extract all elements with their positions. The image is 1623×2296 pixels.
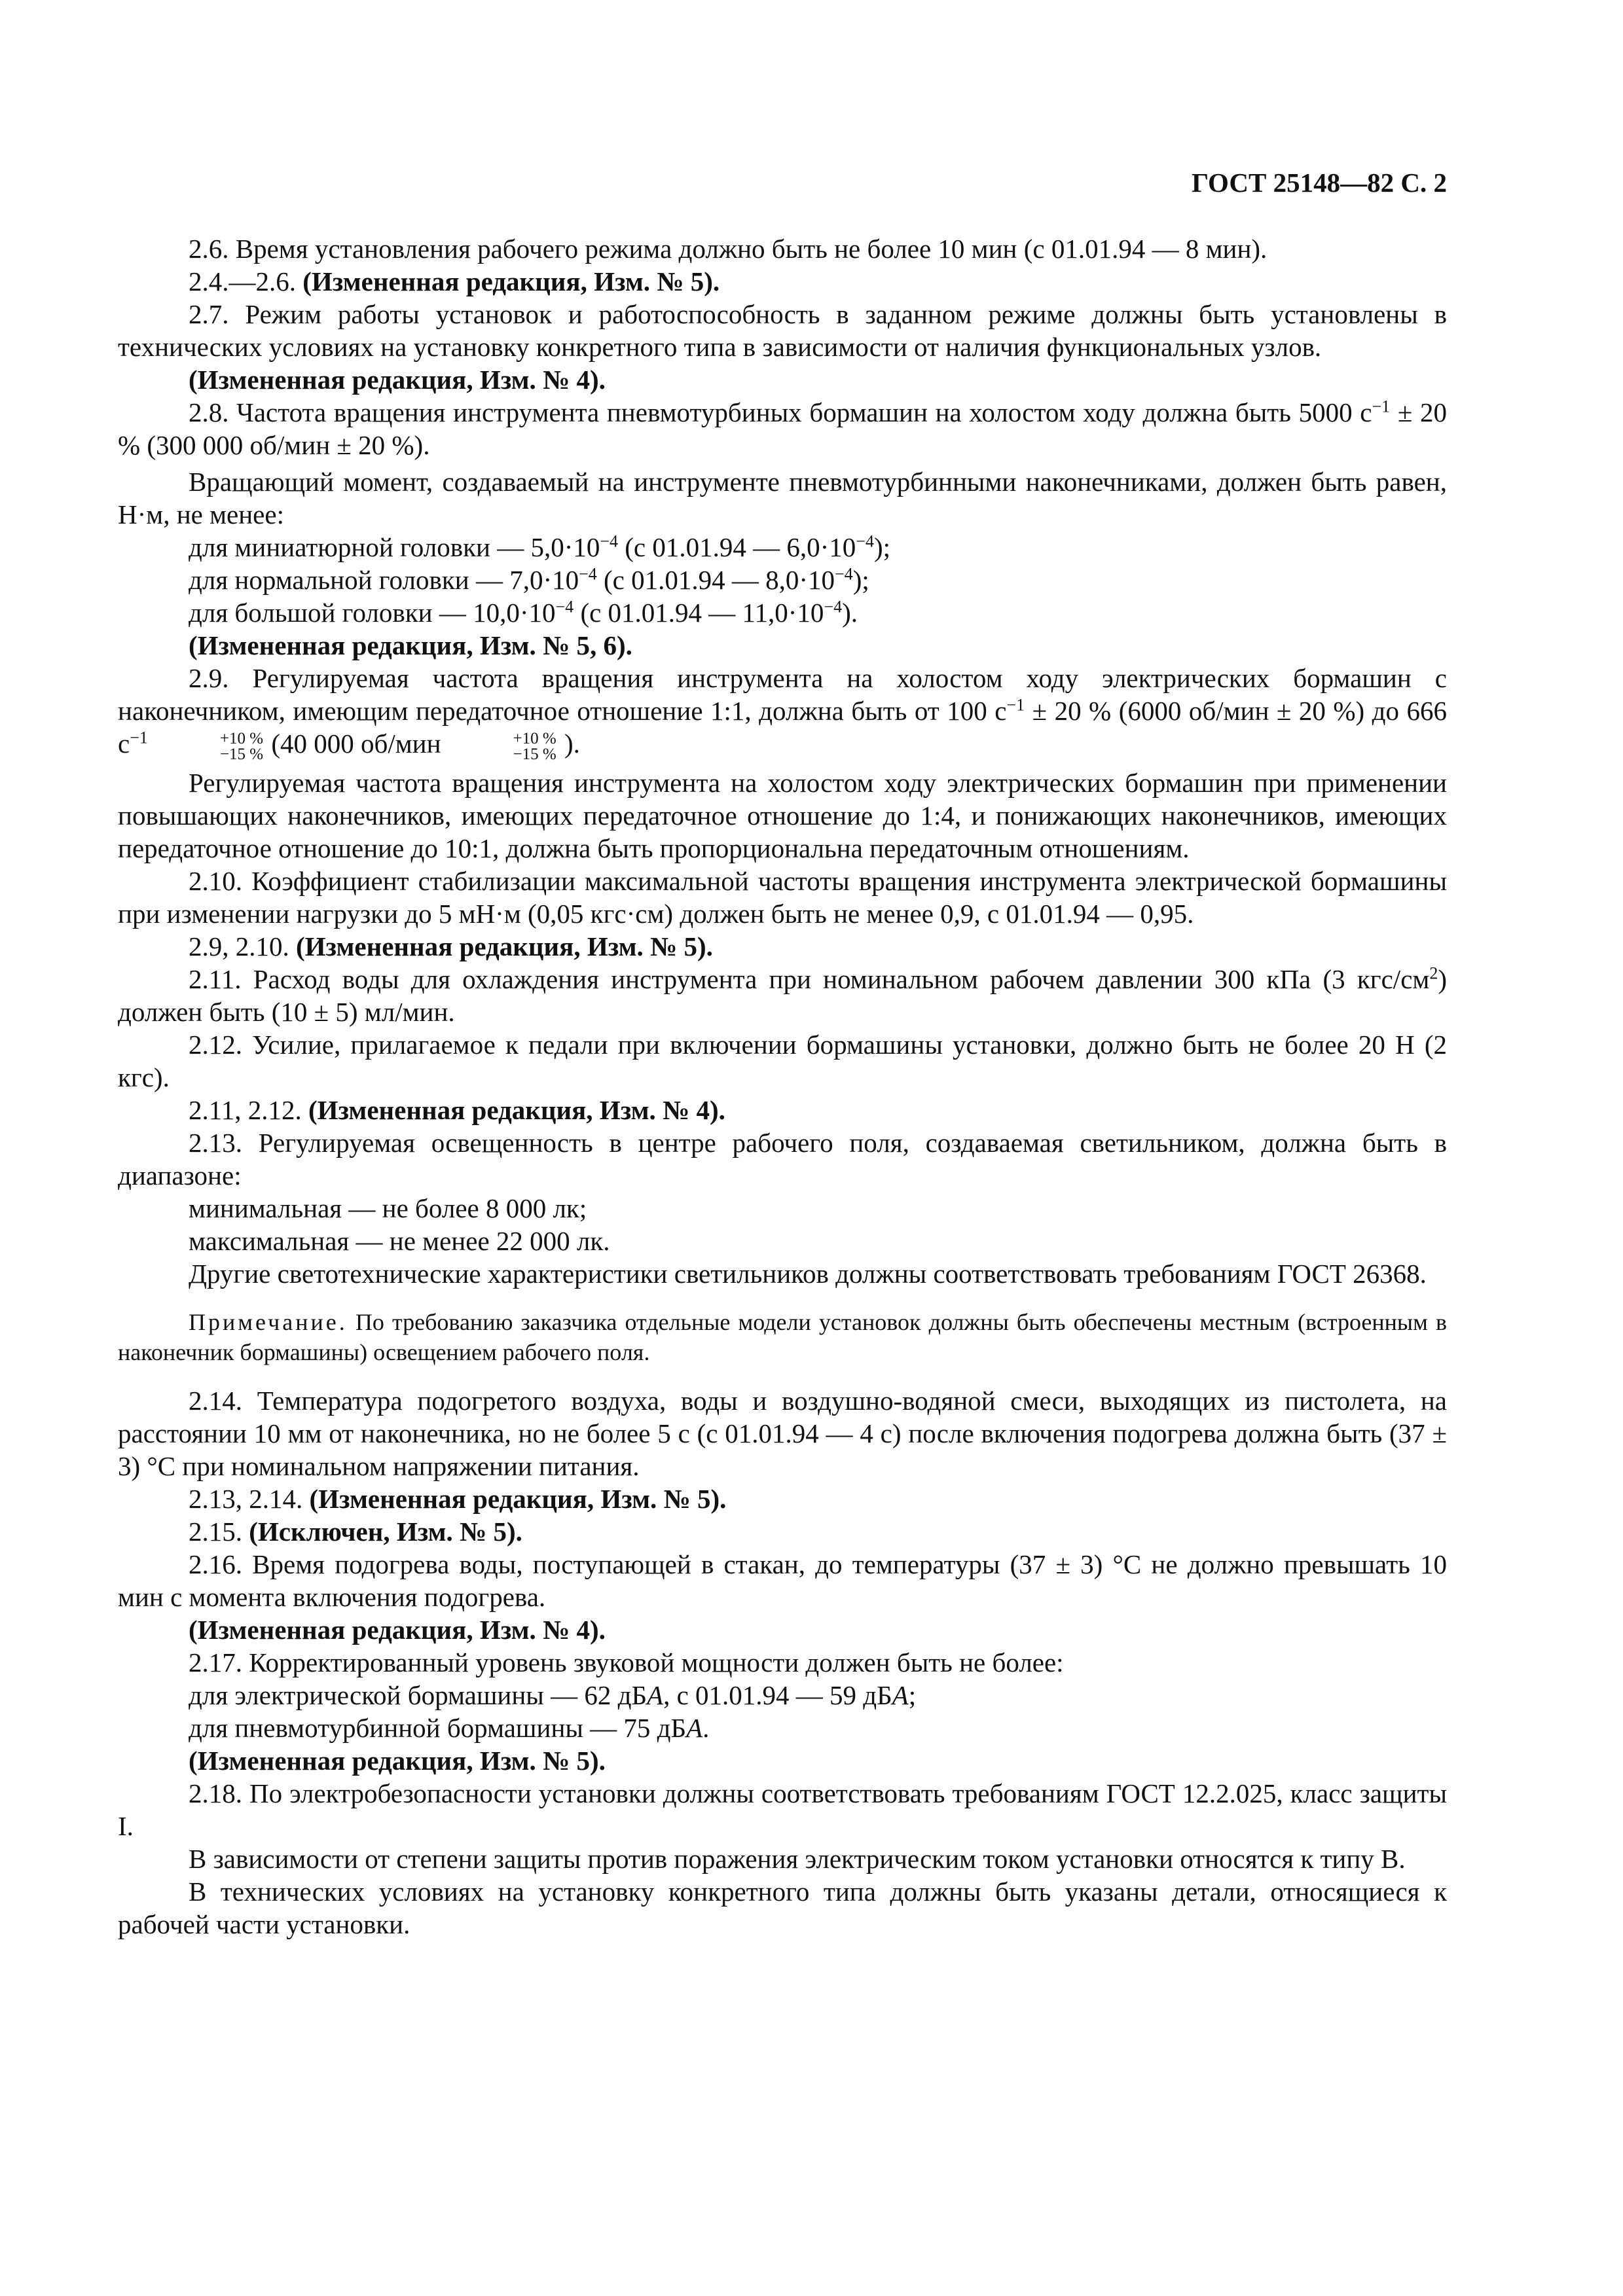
- clause-2-14: 2.14. Температура подогретого воздуха, воды и воздушно-водяной смеси, выходящих из пистолета, на расстоянии 10 мм от наконечника, но не более 5 с (с 01.01.94 — 4 с) после включения подогрева должна быть (37 ± 3) °С при номинальном напряжении питания.: [118, 1385, 1447, 1481]
- list-item-mini-head: для миниатюрной головки — $5,0\cdot 10^{-4}$ (с 01.01.94 — $6,0\cdot 10^{-4}$);: [189, 531, 891, 562]
- clause-2-17: 2.17. Корректированный уровень звуковой мощности должен быть не более:: [189, 1647, 1064, 1677]
- list-item-normal-head: для нормальной головки — $7,0\cdot 10^{-4}$ (с 01.01.94 — $8,0\cdot 10^{-4}$);: [189, 564, 869, 595]
- clause-2-18: 2.18. По электробезопасности установки должны соответствовать требованиям ГОСТ 12.2.025, класс защиты I.: [118, 1778, 1447, 1841]
- clause-2-18-details: В технических условиях на установку конкретного типа должны быть указаны детали, относящиеся к рабочей части установки.: [118, 1876, 1447, 1939]
- clause-2-7: 2.7. Режим работы установок и работоспособность в заданном режиме должны быть установлены в технических условиях на установку конкретного типа в зависимости от наличия функциональных узлов.: [118, 299, 1447, 362]
- clause-2-12: 2.12. Усилие, прилагаемое к педали при включении бормашины установки, должно быть не более 20 Н (2 кгс).: [118, 1029, 1447, 1092]
- revision-note: 2.9, 2.10. (Измененная редакция, Изм. № 5).: [189, 931, 713, 961]
- revision-note: 2.11, 2.12. (Измененная редакция, Изм. № 4).: [189, 1094, 725, 1125]
- document-body: [118, 232, 1447, 1941]
- clause-2-15: 2.15. (Исключен, Изм. № 5).: [189, 1516, 522, 1547]
- revision-note: (Измененная редакция, Изм. № 5).: [189, 1745, 606, 1776]
- revision-note: (Измененная редакция, Изм. № 5, 6).: [189, 630, 632, 660]
- list-item-electric: для электрической бормашины — 62 дБA, с 01.01.94 — 59 дБA;: [189, 1679, 917, 1710]
- revision-note: (Измененная редакция, Изм. № 4).: [189, 1614, 606, 1645]
- clause-2-13-other: Другие светотехнические характеристики светильников должны соответствовать требованиям ГОСТ 26368.: [189, 1258, 1427, 1289]
- revision-note: (Измененная редакция, Изм. № 4).: [189, 365, 606, 395]
- clause-2-8: 2.8. Частота вращения инструмента пневмотурбиных бормашин на холостом ходу должна быть 5000 $с^{-1} \pm 20$ % (300 000 об/мин ± 20 %).: [118, 397, 1447, 460]
- clause-2-16: 2.16. Время подогрева воды, поступающей в стакан, до температуры (37 ± 3) °С не должно превышать 10 мин с момента включения подогрева.: [118, 1549, 1447, 1612]
- clause-2-13: 2.13. Регулируемая освещенность в центре рабочего поля, создаваемая светильником, должна быть в диапазоне:: [118, 1127, 1447, 1191]
- list-item-min: минимальная — не более 8 000 лк;: [189, 1193, 587, 1223]
- clause-2-9-regulation: Регулируемая частота вращения инструмента на холостом ходу электрических бормашин при применении повышающих наконечников, имеющих передаточное отношение до 1:4, и понижающих наконечников, имеющих передаточное отношение до 10:1, должна быть пропорциональна передаточным отношениям.: [118, 767, 1447, 863]
- list-item-pneumatic: для пневмотурбинной бормашины — 75 дБA.: [189, 1712, 710, 1743]
- note: Примечание. По требованию заказчика отдельные модели установок должны быть обеспечены местным (встроенным в наконечник бормашины) освещением рабочего поля.: [118, 1308, 1447, 1365]
- revision-note: 2.13, 2.14. (Измененная редакция, Изм. № 5).: [189, 1483, 727, 1514]
- clause-2-9: 2.9. Регулируемая частота вращения инструмента на холостом ходу электрических бормашин с наконечником, имеющим передаточное отношение 1:1, должна быть от 100 $с^{-1} \pm 20$ % (6000 об/мин ± 20 %) до 666 $с^{-1}$ +10 % −15 % (40 000 об/мин +10 % −15 % ).: [118, 663, 1448, 763]
- clause-2-18-protection: В зависимости от степени защиты против поражения электрическим током установки относятся к типу В.: [189, 1843, 1406, 1874]
- clause-2-6: 2.6. Время установления рабочего режима должно быть не более 10 мин (с 01.01.94 — 8 мин).: [189, 234, 1267, 264]
- clause-2-11: 2.11. Расход воды для охлаждения инструмента при номинальном рабочем давлении 300 кПа (3 кгс/$см^2$) должен быть (10 ± 5) мл/мин.: [118, 963, 1447, 1027]
- tolerance-fraction: +10 % −15 %: [513, 729, 556, 763]
- tolerance-fraction: +10 % −15 %: [219, 729, 264, 763]
- list-item-big-head: для большой головки — $10,0\cdot 10^{-4}$ (с 01.01.94 — $11,0\cdot 10^{-4}$).: [189, 597, 858, 628]
- list-item-max: максимальная — не менее 22 000 лк.: [189, 1225, 610, 1256]
- clause-2-10: 2.10. Коэффициент стабилизации максимальной частоты вращения инструмента электрической бормашины при изменении нагрузки до 5 мН·м (0,05 кгс·см) должен быть не менее 0,9, с 01.01.94 — 0,95.: [118, 865, 1447, 929]
- revision-note: 2.4.—2.6. (Измененная редакция, Изм. № 5).: [189, 266, 720, 296]
- page-header: ГОСТ 25148—82 С. 2: [1191, 168, 1447, 198]
- clause-2-8-moment: Вращающий момент, создаваемый на инструменте пневмотурбинными наконечниками, должен быть равен, Н·м, не менее:: [118, 467, 1447, 529]
